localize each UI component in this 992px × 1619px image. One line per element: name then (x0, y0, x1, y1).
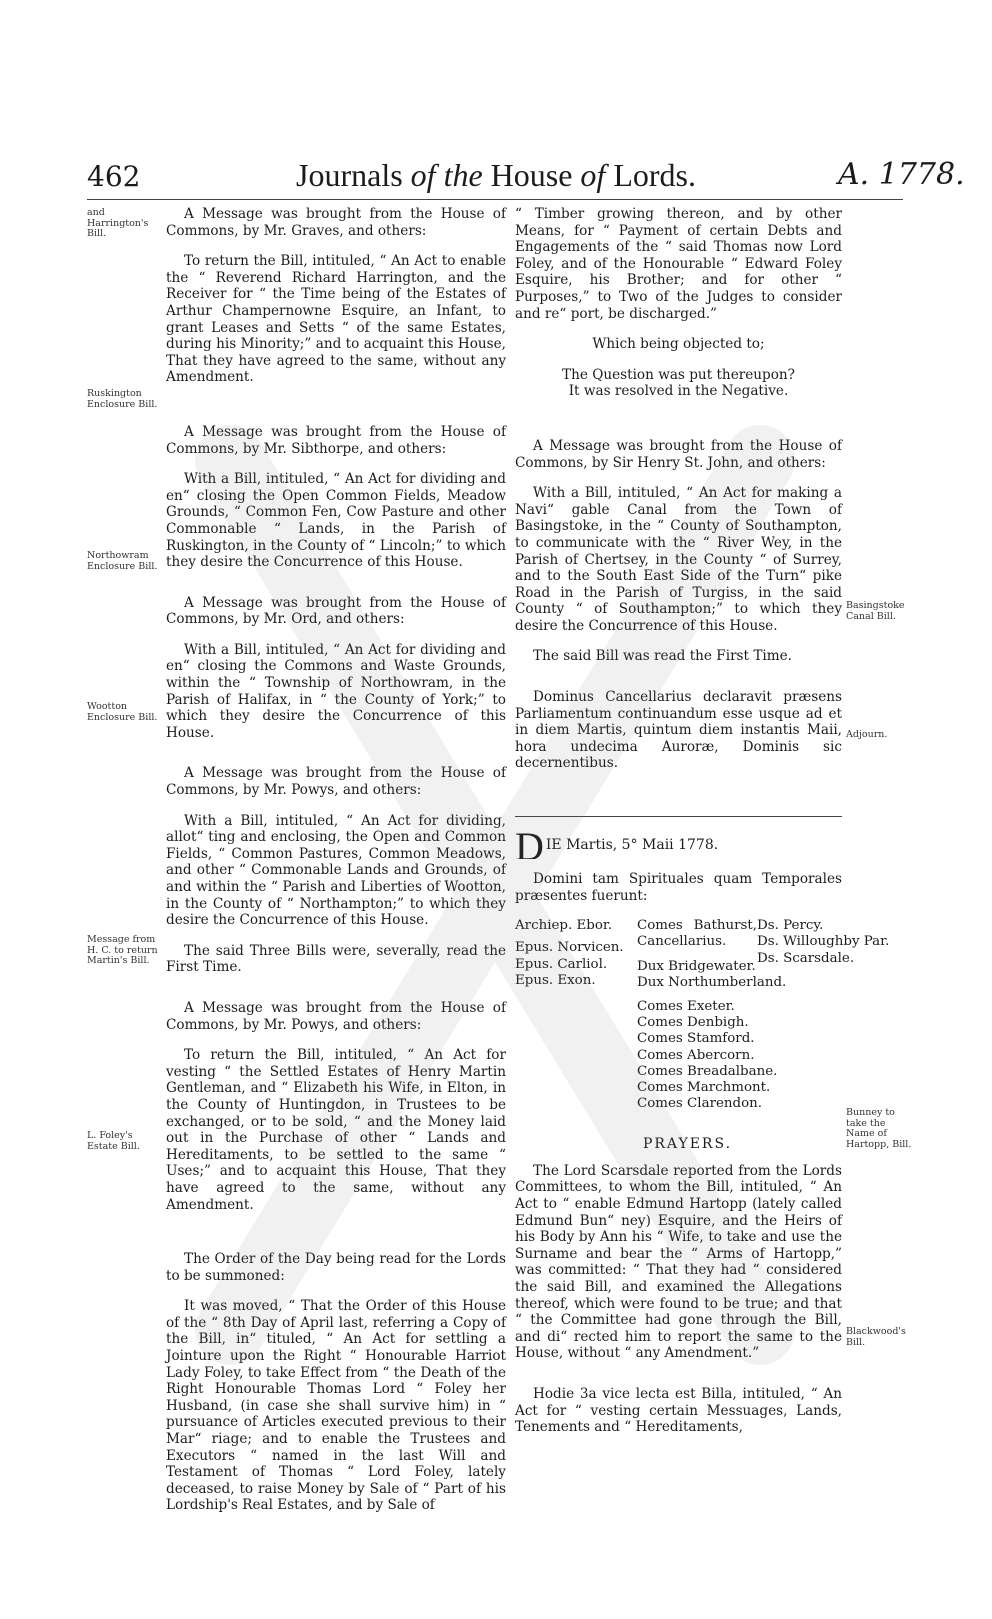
attendee: Ds. Percy. (757, 918, 824, 934)
paragraph: A Message was brought from the House of Commons, by Mr. Sibthorpe, and others: (166, 423, 506, 457)
paragraph: A Message was brought from the House of Commons, by Sir Henry St. John, and others: (515, 437, 842, 471)
margin-note: Wootton Enclosure Bill. (87, 701, 158, 723)
header-rule (87, 199, 903, 200)
day-date: IE Martis, 5° Maii 1778. (545, 837, 719, 854)
page-number: 462 (87, 160, 141, 193)
attendee: Comes Stamford. (637, 1031, 755, 1047)
margin-note: Blackwood's Bill. (846, 1326, 906, 1348)
attendee: Dux Bridgewater. (637, 958, 756, 974)
paragraph: To return the Bill, intituled, “ An Act to enable the “ Reverend Richard Harrington, and the Receiver for “ the Time being of the Estates of Arthur Champernowne Esquire, an Infant, to grant Leases and Setts “ of the same Estates, during his Minority;” and to acquaint this House, That they have agreed to the same, without any Amendment. (166, 253, 506, 386)
paragraph: With a Bill, intituled, “ An Act for dividing, allot“ ting and enclosing, the Open and Common Fields, “ Common Pastures, Common Meadows, and other “ Commonable Lands and Grounds, of and within the “ Parish and Liberties of Wootton, in the County of “ Northampton;” to which they desire the Concurrence of this House. (166, 812, 506, 929)
prayers-heading: PRAYERS. (642, 1136, 733, 1153)
margin-note: and Harrington's Bill. (87, 207, 149, 239)
attendance-heading: Domini tam Spirituales quam Temporales præsentes fuerunt: (515, 871, 842, 904)
attendee: Comes Abercorn. (637, 1047, 755, 1063)
paragraph: With a Bill, intituled, “ An Act for dividing and en“ closing the Commons and Waste Grounds, within the “ Township of Northowram, in the Parish of Halifax, in “ the County of York;” to which they desire the Concurrence of this House. (166, 641, 506, 741)
attendee: Epus. Carliol. (515, 956, 608, 972)
day-heading (515, 831, 842, 859)
paragraph: It was resolved in the Negative. (568, 383, 789, 400)
running-title: Journals of the House of Lords. (296, 157, 696, 193)
margin-note: Ruskington Enclosure Bill. (87, 388, 158, 410)
margin-note: Message from H. C. to return Martin's Bill. (87, 934, 158, 966)
paragraph: The said Three Bills were, severally, read the First Time. (166, 942, 506, 976)
paragraph: Which being objected to; (592, 336, 765, 353)
margin-note: Basingstoke Canal Bill. (846, 600, 905, 622)
section-rule (515, 816, 842, 817)
paragraph: To return the Bill, intituled, “ An Act for vesting “ the Settled Estates of Henry Martin Gentleman, and “ Elizabeth his Wife, in Elton, in the County of Huntingdon, in Trustees to be exchanged, or to be sold, “ and the Money laid out in the Purchase of other “ Lands and Hereditaments, to be settled to the same “ Uses;” and to acquaint this House, That they have agreed to the same, without any Amendment. (166, 1047, 506, 1213)
margin-note: L. Foley's Estate Bill. (87, 1130, 140, 1152)
left-column (166, 206, 506, 1514)
attendance-group-barons (757, 918, 889, 967)
paragraph: A Message was brought from the House of Commons, by Mr. Ord, and others: (166, 594, 506, 628)
paragraph: A Message was brought from the House of Commons, by Mr. Graves, and others: (166, 206, 506, 239)
paragraph: The said Bill was read the First Time. (533, 648, 792, 665)
attendee: Comes Exeter. (637, 999, 735, 1015)
attendance-list (515, 918, 890, 1136)
paragraph: With a Bill, intituled, “ An Act for dividing and en“ closing the Open Common Fields, Meadow Grounds, “ Common Fen, Cow Pasture and other Commonable “ Lands, in the Parish of Ruskington, in the County of “ Lincoln;” to which they desire the Concurrence of this House. (166, 471, 506, 571)
attendee: Epus. Exon. (515, 972, 596, 988)
attendee: Ds. Willoughby Par. (757, 934, 890, 950)
page-year: A. 1778. (838, 157, 965, 192)
margin-note: Adjourn. (846, 729, 888, 740)
attendee: Comes Clarendon. (637, 1096, 763, 1112)
paragraph: The Question was put thereupon? (562, 366, 795, 383)
margin-note: Northowram Enclosure Bill. (87, 550, 158, 572)
attendee: Comes Bathurst, Cancellarius. (637, 918, 757, 950)
paragraph: It was moved, “ That the Order of this House of the “ 8th Day of April last, referring a Copy of the Bill, in“ tituled, “ An Act for settling a Jointure upon the Right “ Honourable Harriot Lady Foley, to take Effect from “ the Death of the Right Honourable Thomas Lord “ Foley her Husband, (in case she shall survive him) in “ pursuance of Articles executed previous to their Mar“ riage; and to enable the Trustees and Executors “ named in the last Will and Testament of Thomas “ Lord Foley, lately deceased, to raise Money by Sale of “ Part of his Lordship's Real Estates, and by Sale of (166, 1298, 506, 1514)
paragraph: A Message was brought from the House of Commons, by Mr. Powys, and others: (166, 999, 506, 1033)
attendee: Archiep. Ebor. (515, 918, 613, 934)
paragraph: Dominus Cancellarius declaravit præsens Parliamentum continuandum esse usque ad et in diem Martis, quintum diem instantis Maii, hora undecima Auroræ, Dominis sic decernentibus. (515, 689, 842, 772)
attendance-group-clergy (515, 918, 624, 989)
paragraph: With a Bill, intituled, “ An Act for making a Navi“ gable Canal from the Town of Basingstoke, in the “ County of Southampton, to communicate with the “ River Wey, in the Parish of Chertsey, in the County “ of Surrey, and to the South East Side of the Turn“ pike Road in the Parish of Turgiss, in the said County “ of Southampton;” to which they desire the Concurrence of this House. (515, 485, 842, 634)
attendee: Epus. Norvicen. (515, 940, 624, 956)
paragraph: “ Timber growing thereon, and by other Means, for “ Payment of certain Debts and Engagements of the “ said Thomas now Lord Foley, and of the Honourable “ Edward Foley Esquire, his Brother; and for other “ Purposes,” to Two of the Judges to consider and re“ port, be discharged.” (515, 206, 842, 322)
attendee: Dux Northumberland. (637, 974, 787, 990)
paragraph: The Order of the Day being read for the Lords to be summoned: (166, 1251, 506, 1284)
paragraph: A Message was brought from the House of Commons, by Mr. Powys, and others: (166, 765, 506, 799)
attendee: Comes Denbigh. (637, 1015, 749, 1031)
attendee: Comes Breadalbane. (637, 1063, 778, 1079)
paragraph: Hodie 3a vice lecta est Billa, intituled, “ An Act for “ vesting certain Messuages, Lands, Tenements and “ Hereditaments, (515, 1385, 842, 1436)
paragraph: The Lord Scarsdale reported from the Lords Committees, to whom the Bill, intituled, “ An Act to “ enable Edmund Hartopp (lately called Edmund Bun“ ney) Esquire, and the Heirs of his Body by Ann his “ Wife, to take and use the Surname and bear the “ Arms of Hartopp,” was committed: “ That they had “ considered the said Bill, and examined the Allegations thereof, which were found to be true; and that “ the Committee had gone through the Bill, and di“ rected him to report the same to the House, without “ any Amendment.” (515, 1162, 842, 1362)
margin-note: Bunney to take the Name of Hartopp, Bill. (846, 1107, 912, 1150)
drop-cap: D (515, 831, 544, 860)
attendee: Ds. Scarsdale. (757, 950, 855, 966)
attendee: Comes Marchmont. (637, 1080, 771, 1096)
